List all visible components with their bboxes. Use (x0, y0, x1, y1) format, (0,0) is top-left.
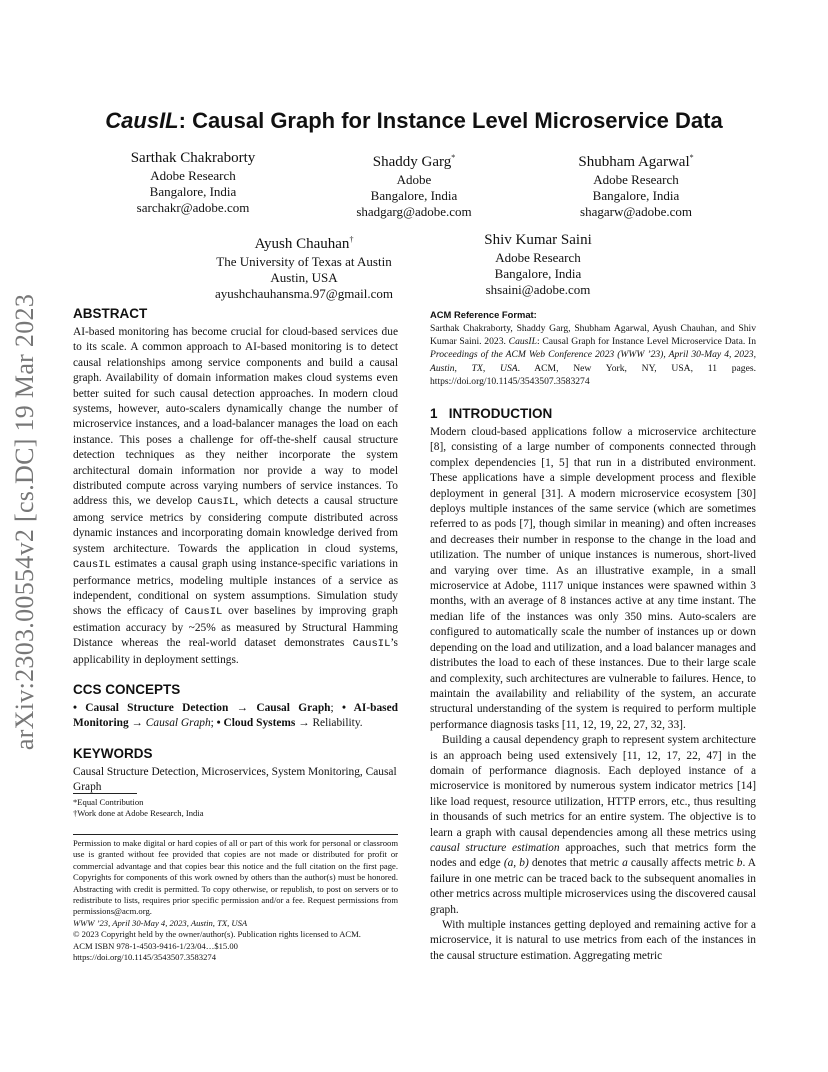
ccs-arrow: → (128, 717, 146, 730)
acm-ref-part: . ACM, New York, NY, USA, 11 pages. https://doi.org/10.1145/3543507.3583274 (430, 362, 756, 387)
right-column (430, 309, 756, 964)
author-name: Shubham Agarwal (578, 154, 690, 170)
ccs-term: Reliability. (312, 717, 363, 730)
author-affiliation: Adobe Research (593, 172, 679, 187)
abstract-heading: ABSTRACT (73, 306, 148, 321)
author-block-3 (536, 148, 736, 221)
intro-paragraph-2 (430, 733, 756, 918)
ccs-arrow: → (295, 717, 313, 730)
intro-part: causal structure estimation (430, 841, 560, 854)
author-affiliation: The University of Texas at Austin (216, 254, 392, 269)
title-system-name: CausIL (105, 108, 179, 133)
abstract-part: estimates a causal graph using instance-specific variations in performance metrics, modeling multiple instances of a service as independent, conditional on system assumptions. Simulation study shows the efficacy of (73, 558, 398, 618)
footnotes (73, 797, 398, 820)
author-email: sarchakr@adobe.com (136, 200, 250, 216)
author-location: Bangalore, India (370, 188, 458, 204)
author-email: ayushchauhansma.97@gmail.com (214, 286, 394, 302)
intro-paragraph-3: With multiple instances getting deployed and remaining active for a microservice, it is natural to use metrics from each of the instances in the causal structure estimation. Aggregating metric (430, 919, 756, 962)
ccs-term: • Cloud Systems (216, 717, 296, 730)
ccs-text (73, 701, 398, 732)
author-affiliation: Adobe (396, 172, 432, 187)
intro-part: Building a causal dependency graph to represent system architecture is an approach being used extensively [11, 12, 17, 22, 47] in the domain of performance diagnosis. Each deployed instance of a microservice is monitored by numerous system indicator metrics [14] like load request, resource utilization, HTTP errors, etc., thus resulting in thousands of such metrics for an entire system. The objective is to learn a graph with causal dependencies among all these metrics using (430, 734, 756, 839)
intro-part: causally affects metric (627, 857, 737, 870)
intro-part: approaches, such that metrics form the nodes and edge (430, 841, 756, 870)
author-email: shsaini@adobe.com (485, 282, 591, 298)
intro-part: b (736, 857, 743, 870)
permission-block (73, 838, 398, 963)
system-name: CausIL (73, 559, 111, 572)
author-mark: * (451, 153, 456, 162)
author-name: Shaddy Garg (372, 154, 452, 170)
author-location: Austin, USA (270, 270, 338, 286)
ccs-term: Causal Graph (256, 701, 331, 714)
acm-ref-part: : Causal Graph for Instance Level Microservice Data. In (536, 336, 756, 348)
author-name: Sarthak Chakraborty (130, 150, 256, 166)
left-column (73, 306, 398, 796)
author-email: shagarw@adobe.com (580, 204, 692, 220)
author-name: Ayush Chauhan (254, 236, 350, 252)
ccs-sep: ; (330, 701, 342, 714)
copyright-line: © 2023 Copyright held by the owner/author(s). Publication rights licensed to ACM. (73, 929, 361, 940)
abstract-part: AI-based monitoring has become crucial for cloud-based services due to its scale. A common approach to AI-based monitoring is to detect causal relationships among service components and build a causal graph. Availability of domain information makes cloud systems even better suited for such causal detection approaches. In modern cloud systems, however, auto-scalers dynamically change the number of microservice instances, and a load-balancer manages the load on each instance. This poses a challenge for off-the-shelf causal structure detection techniques as they neither incorporate the system architectural domain information nor provide a way to model distributed compute across varying numbers of service instances. To address this, we develop (73, 326, 398, 508)
paper-title (0, 108, 828, 134)
acm-ref-heading: ACM Reference Format: (430, 309, 537, 320)
permission-text: Permission to make digital or hard copies of all or part of this work for personal or classroom use is granted without fee provided that copies are not made or distributed for profit or commercial advantage and that copies bear this notice and the full citation on the first page. Copyrights for components of this work owned by others than the author(s) must be honored. Abstracting with credit is permitted. To copy otherwise, or republish, to post on servers or to redistribute to lists, requires prior specific permission and/or a fee. Request permissions from permissions@acm.org. (73, 838, 398, 917)
abstract-part: over baselines by improving graph estimation accuracy by ~25% as measured by Structural Hamming Distance whereas the real-world dataset demonstrates (73, 605, 398, 650)
author-block-1 (93, 148, 293, 217)
ccs-arrow: → (228, 701, 257, 714)
author-block-5 (438, 230, 638, 299)
acm-ref-part: CausIL (508, 336, 537, 348)
ccs-term: • Causal Structure Detection (73, 701, 229, 714)
author-block-2 (314, 148, 514, 221)
intro-part: a (622, 857, 628, 870)
intro-paragraph-1: Modern cloud-based applications follow a microservice architecture [8], consisting of a large number of components connected through complex dependencies [1, 5] that run in a distributed environment. These applications have a simple development process and flexible deployment in general [31]. A modern microservice ecosystem [30] deploys multiple instances of the same service (which are sometimes referred to as pods [7], though similar in meaning) and often increases and decreases their number in response to the change in the load and utilization. The number of unique instances is numerous, short-lived and varying over time. As an illustrative example, in a small microservice at Adobe, 1117 unique instances were spawned within 3 months, with an average of 8 instances active at any time instant. The median life of the instances was only 350 mins. Auto-scalers are configured to automatically scale the number of instances up or down depending on the load and utilization, and a load balancer manages and distributes the load to each of these instances. Due to their large scale and complexity, such architectures are vulnerable to failures. Hence, to maintain the availability and reliability of the system, an accurate structural understanding of the system is required to perform multiple performance diagnosis tasks [11, 12, 19, 22, 27, 32, 33]. (430, 426, 756, 731)
keywords-text: Causal Structure Detection, Microservices, System Monitoring, Causal Graph (73, 765, 397, 794)
footnote: *Equal Contribution (73, 797, 144, 807)
author-location: Bangalore, India (149, 184, 237, 200)
intro-part: (a, b) (503, 857, 529, 870)
keywords-heading: KEYWORDS (73, 745, 153, 761)
author-mark: * (689, 153, 694, 162)
ccs-term: Causal Graph (145, 717, 211, 730)
intro-part: . A failure in one metric can be traced back to the subsequent anomalies in other metrics across multiple microservices using the discovered causal graph. (430, 857, 756, 916)
acm-ref-part: Sarthak Chakraborty, Shaddy Garg, Shubham Agarwal, Ayush Chauhan, and Shiv Kumar Saini. 2023. (430, 323, 756, 348)
author-block-4 (192, 230, 416, 303)
system-name: CausIL (197, 496, 236, 509)
abstract-part: ’s applicability in deployment settings. (73, 637, 398, 666)
author-email: shadgarg@adobe.com (356, 204, 472, 220)
title-rest: : Causal Graph for Instance Level Microservice Data (178, 108, 723, 133)
author-affiliation: Adobe Research (495, 250, 581, 265)
footnote: †Work done at Adobe Research, India (73, 808, 204, 819)
arxiv-stamp-text: arXiv:2303.00554v2 [cs.DC] 19 Mar 2023 (10, 293, 39, 751)
author-name: Shiv Kumar Saini (484, 232, 592, 248)
author-affiliation: Adobe Research (150, 168, 236, 183)
permission-rule (73, 834, 398, 835)
system-name: CausIL (352, 638, 391, 651)
venue-line: WWW ’23, April 30-May 4, 2023, Austin, TX, USA (73, 917, 248, 928)
acm-ref-part: Proceedings of the ACM Web Conference 2023 (WWW ’23), April 30-May 4, 2023, Austin, TX, USA (430, 349, 756, 374)
isbn-line: ACM ISBN 978-1-4503-9416-1/23/04…$15.00 (73, 940, 238, 951)
ccs-term: • AI-based Monitoring (73, 701, 398, 730)
author-location: Bangalore, India (592, 188, 680, 204)
ccs-sep: ; (210, 717, 217, 730)
ccs-heading: CCS CONCEPTS (73, 681, 181, 697)
author-location: Bangalore, India (494, 266, 582, 282)
author-mark: † (349, 235, 354, 244)
doi-line: https://doi.org/10.1145/3543507.3583274 (73, 952, 216, 963)
acm-ref-text (430, 322, 756, 388)
footnote-rule (73, 793, 137, 794)
abstract-text (73, 325, 398, 668)
intro-part: denotes that metric (528, 857, 623, 870)
intro-heading: 1 INTRODUCTION (430, 406, 553, 422)
system-name: CausIL (184, 606, 223, 619)
abstract-part: , which detects a causal structure among service metrics by considering compute distributed across dynamic instances and incorporating domain knowledge derived from system architecture. Towards the application in cloud systems, (73, 495, 398, 555)
